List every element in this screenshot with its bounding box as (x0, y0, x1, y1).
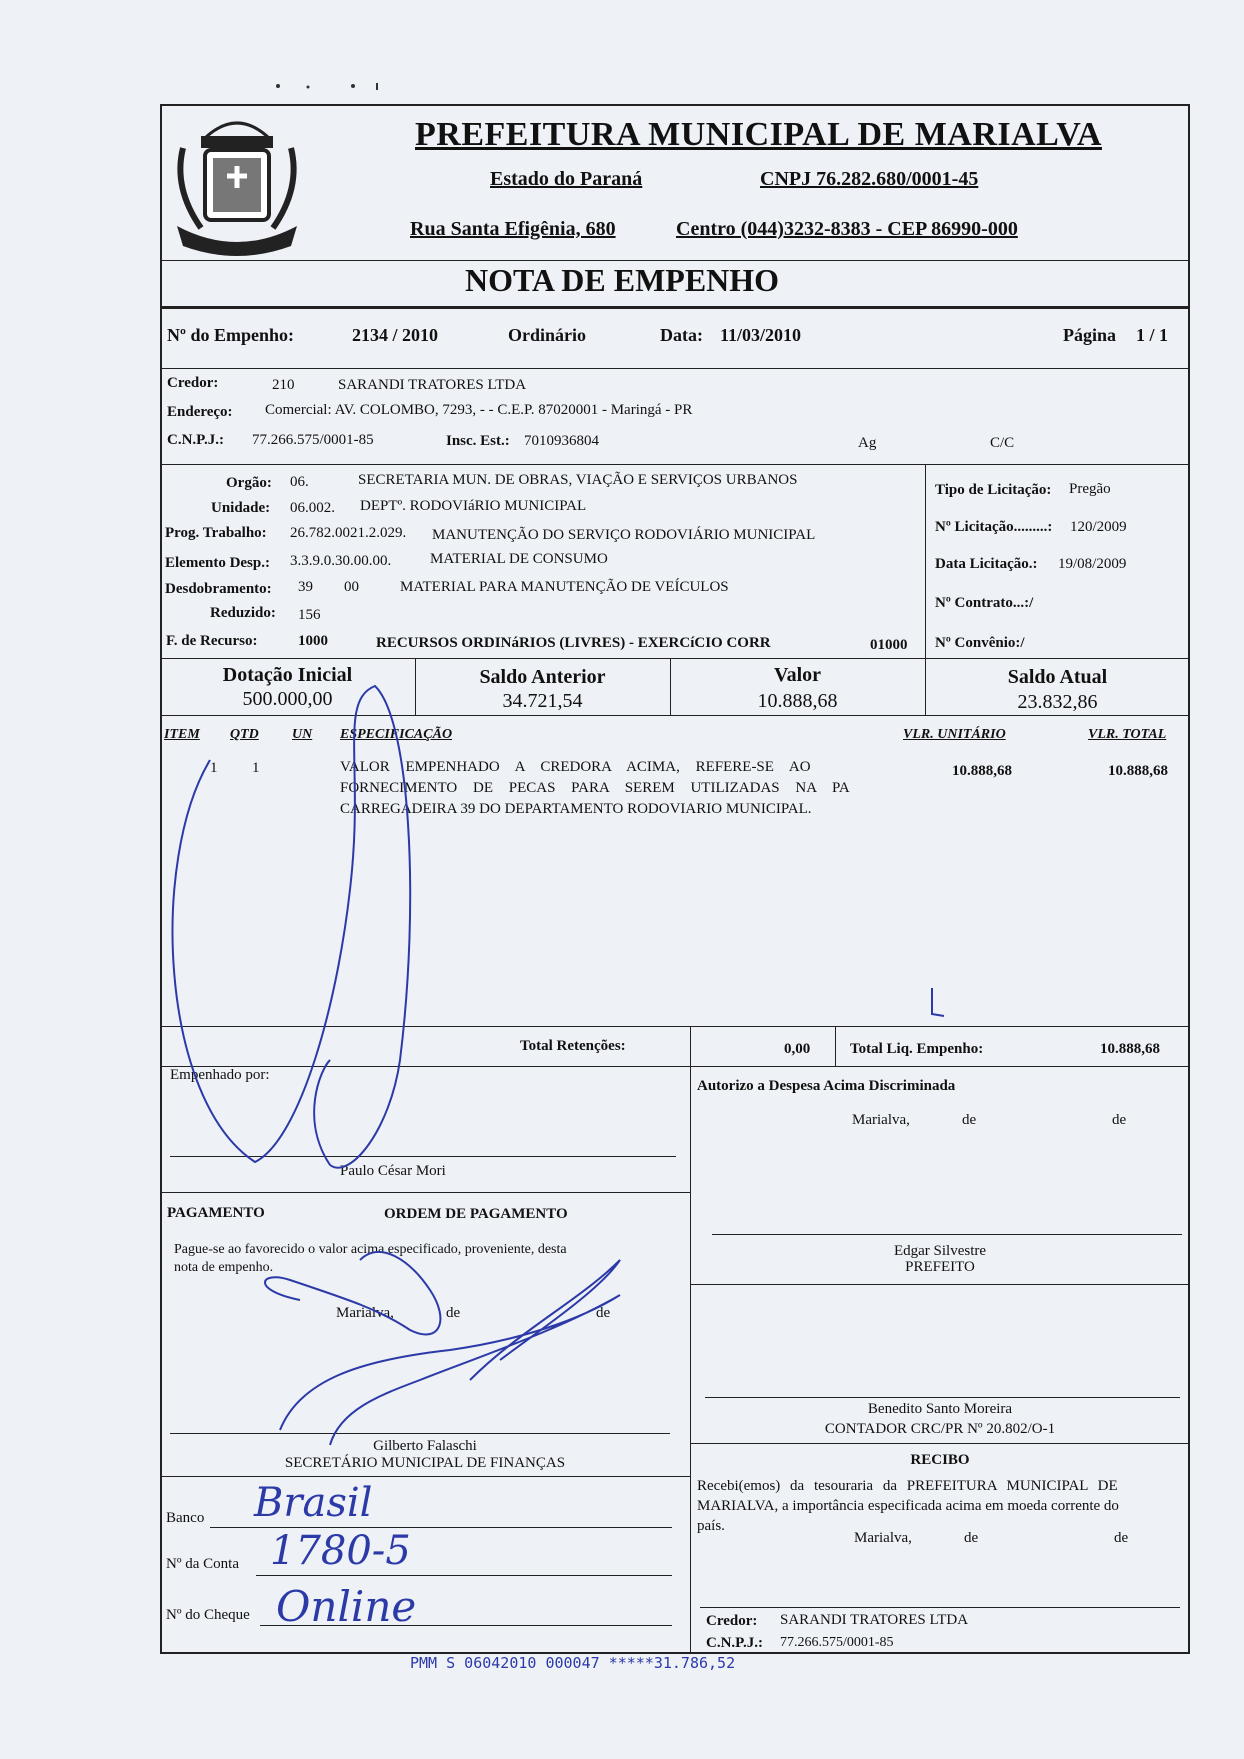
prefeito-nome: Edgar Silvestre (893, 1243, 987, 1259)
empenho-tipo: Ordinário (508, 325, 587, 345)
dotacao-label: Dotação Inicial (222, 664, 353, 686)
recurso-desc: RECURSOS ORDINáRIOS (LIVRES) - EXERCíCIO CORR (376, 635, 771, 651)
saldo-atual-label: Saldo Atual (1007, 666, 1108, 688)
credor-codigo: 210 (272, 377, 295, 393)
prog-label: Prog. Trabalho: (165, 525, 267, 541)
recibo-label: RECIBO (910, 1452, 970, 1468)
empenho-pagina-label: Página (1063, 325, 1117, 345)
total-liq-valor: 10.888,68 (1100, 1041, 1160, 1057)
desdobramento-label: Desdobramento: (165, 581, 272, 597)
col-qtd: QTD (230, 727, 259, 742)
desdobramento-cod: 39 (298, 579, 313, 595)
credor-label: Credor: (167, 375, 219, 391)
pagamento-de1: de (446, 1305, 461, 1321)
item-espec-l1: VALOR EMPENHADO A CREDORA ACIMA, REFERE-SE AO (340, 759, 811, 775)
contador-nome: Benedito Santo Moreira (867, 1401, 1013, 1417)
empenho-numero: 2134 / 2010 (352, 325, 439, 345)
reduzido-label: Reduzido: (210, 605, 276, 621)
elemento-label: Elemento Desp.: (165, 555, 270, 571)
item-espec-l3: CARREGADEIRA 39 DO DEPARTAMENTO RODOVIARIO MUNICIPAL. (340, 801, 812, 817)
conta-manuscrito: 1780-5 (270, 1528, 411, 1574)
recibo-cnpj-valor: 77.266.575/0001-85 (780, 1635, 894, 1650)
empenho-data: 11/03/2010 (720, 325, 802, 345)
unidade-label: Unidade: (211, 500, 271, 516)
header-title: PREFEITURA MUNICIPAL DE MARIALVA (415, 116, 1102, 153)
saldo-anterior-valor: 34.721,54 (502, 690, 583, 712)
item-numero: 1 (210, 760, 218, 776)
empenhado-nome: Paulo César Mori (340, 1163, 446, 1179)
ordem-pagamento-label: ORDEM DE PAGAMENTO (384, 1206, 568, 1222)
elemento-cod: 3.3.9.0.30.00.00. (290, 553, 392, 569)
item-espec-l2: FORNECIMENTO DE PECAS PARA SEREM UTILIZADAS NA PA (340, 780, 850, 796)
contador-cargo: CONTADOR CRC/PR Nº 20.802/O-1 (824, 1421, 1056, 1437)
conta-label: Nº da Conta (166, 1556, 239, 1572)
orgao-desc: SECRETARIA MUN. DE OBRAS, VIAÇÃO E SERVIÇOS URBANOS (358, 472, 798, 488)
col-vlr-unit: VLR. UNITÁRIO (903, 727, 1006, 742)
licitacao-num-label: Nº Licitação.........: (935, 519, 1053, 535)
recibo-l1: Recebi(emos) da tesouraria da PREFEITURA MUNICIPAL DE (697, 1478, 1118, 1494)
autorizo-local: Marialva, (852, 1112, 910, 1128)
elemento-desc: MATERIAL DE CONSUMO (430, 551, 608, 567)
licitacao-contrato: Nº Contrato...:/ (935, 595, 1034, 611)
autorizo-de1: de (962, 1112, 977, 1128)
unidade-cod: 06.002. (290, 500, 335, 516)
licitacao-tipo-label: Tipo de Licitação: (935, 482, 1052, 498)
total-liq-label: Total Liq. Empenho: (850, 1041, 984, 1057)
item-qtd: 1 (252, 760, 260, 776)
unidade-desc: DEPTº. RODOVIáRIO MUNICIPAL (360, 498, 587, 514)
banco-manuscrito: Brasil (254, 1480, 373, 1526)
licitacao-num: 120/2009 (1070, 519, 1127, 535)
desdobramento-sub: 00 (344, 579, 359, 595)
header-state: Estado do Paraná (490, 168, 643, 190)
pagamento-texto-l2: nota de empenho. (174, 1260, 274, 1275)
credor-nome: SARANDI TRATORES LTDA (338, 377, 527, 393)
prog-desc: MANUTENÇÃO DO SERVIÇO RODOVIÁRIO MUNICIPAL (432, 527, 816, 543)
falaschi-cargo: SECRETÁRIO MUNICIPAL DE FINANÇAS (284, 1455, 566, 1471)
recurso-label: F. de Recurso: (166, 633, 258, 649)
recurso-cod: 1000 (298, 633, 328, 649)
empenho-data-label: Data: (660, 325, 703, 345)
insc-label: Insc. Est.: (446, 433, 510, 449)
total-retencoes-valor: 0,00 (784, 1041, 811, 1057)
insc-valor: 7010936804 (524, 433, 599, 449)
col-item: ITEM (164, 727, 200, 742)
recibo-l2: MARIALVA, a importância especificada acima em moeda corrente do (697, 1498, 1119, 1514)
header-contact: Centro (044)3232-8383 - CEP 86990-000 (676, 218, 1018, 240)
cc-label: C/C (990, 435, 1015, 451)
bank-stamp: PMM S 06042010 000047 *****31.786,52 (410, 1654, 736, 1672)
scan-marks (268, 78, 388, 88)
cnpj-valor: 77.266.575/0001-85 (252, 432, 374, 448)
empenhado-label: Empenhado por: (170, 1067, 270, 1083)
recurso-ext: 01000 (870, 637, 908, 653)
saldo-atual-valor: 23.832,86 (1017, 691, 1098, 713)
ag-label: Ag (858, 435, 877, 451)
pagamento-label: PAGAMENTO (167, 1205, 265, 1221)
pagamento-texto-l1: Pague-se ao favorecido o valor acima especificado, proveniente, desta (174, 1242, 567, 1257)
prefeito-cargo: PREFEITO (905, 1259, 975, 1275)
cheque-label: Nº do Cheque (166, 1607, 250, 1623)
empenho-pagina: 1 / 1 (1136, 325, 1169, 345)
desdobramento-desc: MATERIAL PARA MANUTENÇÃO DE VEÍCULOS (400, 579, 729, 595)
falaschi-nome: Gilberto Falaschi (373, 1438, 477, 1454)
cheque-manuscrito: Online (276, 1582, 417, 1631)
valor-valor: 10.888,68 (757, 690, 838, 712)
col-espec: ESPECIFICAÇÃO (340, 727, 453, 742)
recibo-credor-nome: SARANDI TRATORES LTDA (780, 1612, 969, 1628)
saldo-anterior-label: Saldo Anterior (479, 666, 606, 688)
header-address: Rua Santa Efigênia, 680 (410, 218, 616, 240)
col-un: UN (292, 727, 313, 742)
recibo-de2: de (1114, 1530, 1129, 1546)
crest-logo (165, 108, 310, 258)
dotacao-valor: 500.000,00 (242, 688, 333, 710)
recibo-cnpj-label: C.N.P.J.: (706, 1635, 763, 1651)
recibo-local: Marialva, (854, 1530, 912, 1546)
orgao-label: Orgão: (226, 475, 272, 491)
doc-title: NOTA DE EMPENHO (464, 262, 780, 298)
endereco-label: Endereço: (167, 404, 233, 420)
reduzido-valor: 156 (298, 607, 321, 623)
licitacao-data-label: Data Licitação.: (935, 556, 1038, 572)
prog-cod: 26.782.0021.2.029. (290, 525, 407, 541)
endereco-valor: Comercial: AV. COLOMBO, 7293, - - C.E.P. 87020001 - Maringá - PR (265, 402, 693, 418)
item-vlr-total: 10.888,68 (1108, 763, 1168, 779)
recibo-de1: de (964, 1530, 979, 1546)
licitacao-convenio: Nº Convênio:/ (935, 635, 1025, 651)
col-vlr-total: VLR. TOTAL (1088, 727, 1167, 742)
banco-label: Banco (166, 1510, 205, 1526)
autorizo-de2: de (1112, 1112, 1127, 1128)
recibo-l3: país. (697, 1518, 725, 1534)
licitacao-data: 19/08/2009 (1058, 556, 1127, 572)
item-vlr-unit: 10.888,68 (952, 763, 1012, 779)
valor-label: Valor (773, 664, 822, 686)
pagamento-local: Marialva, (336, 1305, 394, 1321)
cnpj-label: C.N.P.J.: (167, 432, 224, 448)
header-cnpj: CNPJ 76.282.680/0001-45 (760, 168, 979, 190)
empenho-numero-label: Nº do Empenho: (167, 325, 294, 345)
pagamento-de2: de (596, 1305, 611, 1321)
recibo-credor-label: Credor: (706, 1613, 758, 1629)
autorizo-label: Autorizo a Despesa Acima Discriminada (697, 1078, 956, 1094)
total-retencoes-label: Total Retenções: (520, 1038, 626, 1054)
licitacao-tipo: Pregão (1069, 481, 1111, 497)
orgao-cod: 06. (290, 474, 309, 490)
